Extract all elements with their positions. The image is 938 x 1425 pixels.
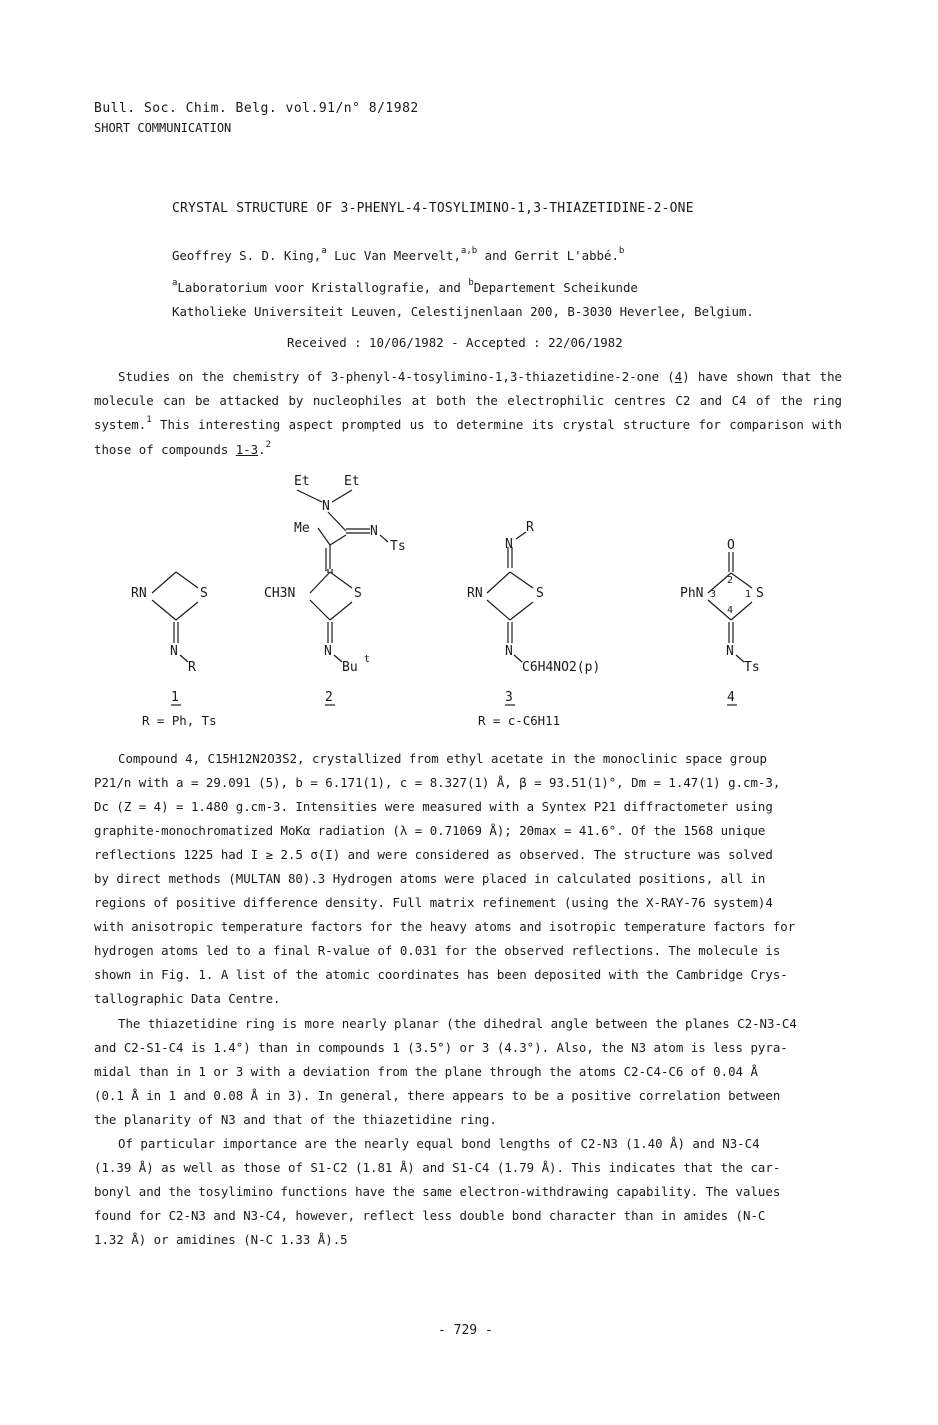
exp-line: with anisotropic temperature factors for the heavy atoms and isotropic temperature factors for: [94, 919, 796, 934]
s2-number: 2: [325, 690, 333, 705]
ref-2: 2: [265, 439, 272, 450]
intro-text-3: This interesting aspect prompted us to determine its crystal structure for comparison with those of compounds: [94, 417, 842, 457]
s3-n-top: N: [505, 537, 513, 552]
structures-figure: [0, 465, 938, 745]
disc2-line: bonyl and the tosylimino functions have the same electron-withdrawing capability. The values: [94, 1184, 781, 1199]
s3-caption: R = c-C6H11: [478, 713, 561, 728]
disc-line: midal than in 1 or 3 with a deviation from the plane through the atoms C2-C4-C6 of 0.04 Å: [94, 1064, 758, 1079]
s2-et-right: Et: [344, 474, 360, 489]
disc2-line: (1.39 Å) as well as those of S1-C2 (1.81 Å) and S1-C4 (1.79 Å). This indicates that the car-: [94, 1160, 781, 1175]
exp-line: Dc (Z = 4) = 1.480 g.cm-3. Intensities were measured with a Syntex P21 diffractometer using: [94, 799, 773, 814]
s2-me: Me: [294, 521, 310, 536]
disc-line: The thiazetidine ring is more nearly planar (the dihedral angle between the planes C2-N3-C4: [118, 1016, 797, 1031]
affil-mark-b: b: [468, 278, 474, 288]
intro-text-1: Studies on the chemistry of 3-phenyl-4-tosylimino-1,3-thiazetidine-2-one (: [118, 369, 675, 384]
s1-number: 1: [171, 690, 179, 705]
affil-b: Departement Scheikunde: [473, 280, 638, 295]
s4-pos-4: 4: [727, 605, 734, 616]
disc-line: the planarity of N3 and that of the thiazetidine ring.: [94, 1112, 497, 1127]
exp-line: graphite-monochromatized MoKα radiation (λ = 0.71069 Å); 2Θmax = 41.6°. Of the 1568 unique: [94, 823, 766, 838]
s4-phn: PhN: [680, 586, 704, 601]
s1-s: S: [200, 586, 208, 601]
s2-ch3n: CH3N: [264, 586, 296, 601]
s4-pos-2: 2: [727, 575, 734, 586]
exp-line: by direct methods (MULTAN 80).3 Hydrogen atoms were placed in calculated positions, all in: [94, 871, 766, 886]
s2-ts: Ts: [390, 539, 406, 554]
exp-line: regions of positive difference density. Full matrix refinement (using the X-RAY-76 system)4: [94, 895, 773, 910]
s4-s: S: [756, 586, 764, 601]
compound-ref-4: 4: [674, 369, 683, 384]
s2-t: t: [364, 654, 371, 665]
intro-paragraph: [94, 365, 842, 462]
s4-ts: Ts: [744, 660, 760, 675]
intro-text-4: .: [258, 441, 266, 457]
affiliation-line-1: [172, 280, 638, 295]
ref-1: 1: [146, 415, 152, 426]
journal-citation: Bull. Soc. Chim. Belg. vol.91/n° 8/1982: [94, 101, 419, 116]
exp-line: Compound 4, C15H12N2O3S2, crystallized from ethyl acetate in the monoclinic space group: [118, 751, 768, 766]
affil-a: Laboratorium voor Kristallografie, and: [177, 280, 469, 295]
disc2-line: Of particular importance are the nearly equal bond lengths of C2-N3 (1.40 Å) and N3-C4: [118, 1136, 760, 1151]
s4-n: N: [726, 644, 734, 659]
s3-n-bottom: N: [505, 644, 513, 659]
s1-caption: R = Ph, Ts: [142, 713, 217, 728]
author-1-affil: a: [321, 246, 327, 256]
s2-n-right: N: [370, 524, 378, 539]
affiliation-line-2: Katholieke Universiteit Leuven, Celestijnenlaan 200, B-3030 Heverlee, Belgium.: [172, 304, 754, 319]
exp-line: reflections 1225 had I ≥ 2.5 σ(I) and were considered as observed. The structure was solved: [94, 847, 773, 862]
s1-rn: RN: [131, 586, 147, 601]
author-2-affil: a,b: [460, 246, 478, 256]
author-line: [172, 248, 624, 263]
s2-s: S: [354, 586, 362, 601]
s2-bu: Bu: [342, 660, 358, 675]
page-number: - 729 -: [438, 1323, 493, 1338]
disc2-line: 1.32 Å) or amidines (N-C 1.33 Å).5: [94, 1232, 348, 1247]
author-1: Geoffrey S. D. King,: [172, 248, 322, 263]
author-3-affil: b: [618, 246, 625, 256]
exp-line: tallographic Data Centre.: [94, 991, 281, 1006]
s2-n: N: [324, 644, 332, 659]
s3-s: S: [536, 586, 544, 601]
exp-line: P21/n with a = 29.091 (5), b = 6.171(1), c = 8.327(1) Å, β = 93.51(1)°, Dm = 1.47(1) g.cm-3,: [94, 775, 781, 790]
s1-r: R: [188, 660, 196, 675]
s3-number: 3: [505, 690, 513, 705]
s4-pos-3: 3: [710, 589, 717, 600]
disc2-line: found for C2-N3 and N3-C4, however, reflect less double bond character than in amides (N-C: [94, 1208, 766, 1223]
s3-r: R: [526, 520, 534, 535]
article-title: CRYSTAL STRUCTURE OF 3-PHENYL-4-TOSYLIMINO-1,3-THIAZETIDINE-2-ONE: [172, 201, 694, 216]
s2-et-left: Et: [294, 474, 310, 489]
s4-pos-1: 1: [745, 589, 752, 600]
s3-substituent: C6H4NO2(p): [522, 660, 601, 675]
s1-n: N: [170, 644, 178, 659]
author-3: and Gerrit L'abbé.: [477, 248, 619, 263]
article-type: SHORT COMMUNICATION: [94, 121, 232, 135]
affil-mark-a: a: [172, 278, 178, 288]
s3-rn: RN: [467, 586, 483, 601]
s2-n-top: N: [322, 499, 330, 514]
received-dates: Received : 10/06/1982 - Accepted : 22/06/1982: [287, 335, 623, 350]
exp-line: hydrogen atoms led to a final R-value of 0.031 for the observed reflections. The molecule is: [94, 943, 781, 958]
compound-ref-1-3: 1-3: [235, 441, 259, 457]
disc-line: and C2-S1-C4 is 1.4°) than in compounds 1 (3.5°) or 3 (4.3°). Also, the N3 atom is less pyra-: [94, 1040, 788, 1055]
disc-line: (0.1 Å in 1 and 0.08 Å in 3). In general, there appears to be a positive correlation between: [94, 1088, 781, 1103]
s4-number: 4: [727, 690, 735, 705]
s4-o: O: [727, 538, 735, 553]
intro-text-2: ) have shown that the molecule can be attacked by nucleophiles at both the electrophilic centres C2 and C4 of the ring system.: [94, 369, 842, 433]
author-2: Luc Van Meervelt,: [326, 248, 461, 263]
exp-line: shown in Fig. 1. A list of the atomic coordinates has been deposited with the Cambridge Crys-: [94, 967, 788, 982]
